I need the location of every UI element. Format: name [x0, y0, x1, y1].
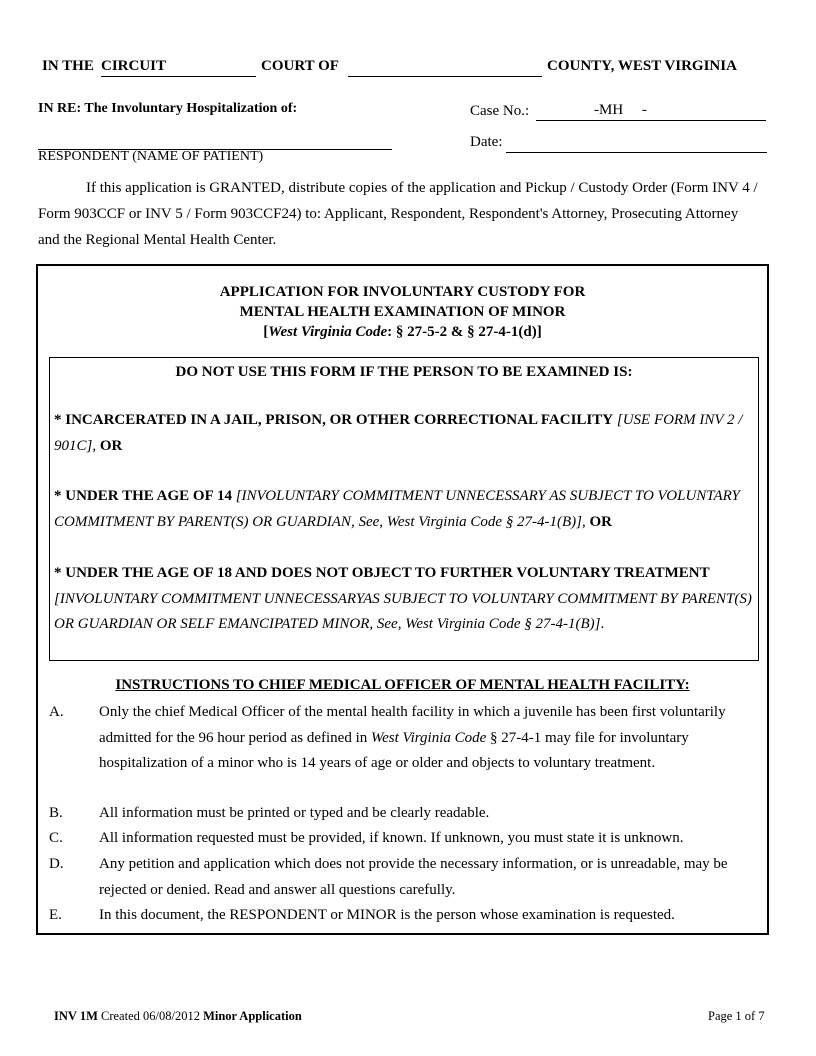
- instructions-title: INSTRUCTIONS TO CHIEF MEDICAL OFFICER OF MENTAL HEALTH FACILITY:: [115, 677, 690, 693]
- page-number: Page 1 of 7: [708, 1009, 765, 1023]
- warning-item-under-18: * UNDER THE AGE OF 18 AND DOES NOT OBJECT TO FURTHER VOLUNTARY TREATMENT [INVOLUNTARY COMMITMENT UNNECESSARYAS SUBJECT TO VOLUNTARY COMMITMENT BY PARENT(S) OR GUARDIAN OR SELF EMANCIPATED MINOR, See, West Virginia Code § 27-4-1(B)].: [54, 565, 752, 632]
- form-title-line-3: [West Virginia Code: § 27-5-2 & § 27-4-1(d)]: [263, 324, 542, 340]
- warning-item-under-14: * UNDER THE AGE OF 14 [INVOLUNTARY COMMITMENT UNNECESSARY AS SUBJECT TO VOLUNTARY COMMITMENT BY PARENT(S) OR GUARDIAN, See, West Virginia Code § 27-4-1(B)], OR: [54, 488, 740, 530]
- court-of-label: COURT OF: [261, 58, 339, 74]
- code-reference: West Virginia Code: [268, 324, 388, 340]
- court-type-field[interactable]: CIRCUIT: [101, 58, 256, 77]
- application-box: APPLICATION FOR INVOLUNTARY CUSTODY FOR MENTAL HEALTH EXAMINATION OF MINOR [West Virginia Code: § 27-5-2 & § 27-4-1(d)] DO NOT USE THIS FORM IF THE PERSON TO BE EXAMINED IS: * INCARCERATED IN A JAIL, PRISON, OR OTHER CORRECTIONAL FACILITY [USE FORM INV 2 / 901C], OR * UNDER THE AGE OF 14 [INVOLUNTARY COMMITMENT UNNECESSARY AS SUBJECT TO VOLUNTARY COMMITMENT BY PARENT(S) OR GUARDIAN, See, West Virginia Code § 27-4-1(B)], OR * UNDER THE AGE OF 18 AND DOES NOT OBJECT TO FURTHER VOLUNTARY TREATMENT [INVOLUNTARY COMMITMENT UNNECESSARYAS SUBJECT TO VOLUNTARY COMMITMENT BY PARENT(S) OR GUARDIAN OR SELF EMANCIPATED MINOR, See, West Virginia Code § 27-4-1(B)]. INSTRUCTIONS TO CHIEF MEDICAL OFFICER OF MENTAL HEALTH FACILITY: A. Only the chief Medical Officer of the mental health facility in which a juvenile has been first voluntarily admitted for the 96 hour period as defined in West Virginia Code § 27-4-1 may file for involuntary hospitalization of a minor who is 14 years of age or older and objects to voluntary treatment. B. All information must be printed or typed and be clearly readable. C. All information requested must be provided, if known. If unknown, you must state it is unknown. D. Any petition and application which does not provide the necessary information, or is unreadable, may be rejected or denied. Read and answer all questions carefully. E. In this document, the RESPONDENT or MINOR is the person whose examination is requested.: [36, 264, 769, 935]
- form-title-line-2: MENTAL HEALTH EXAMINATION OF MINOR: [239, 304, 566, 320]
- respondent-caption: RESPONDENT (NAME OF PATIENT): [38, 149, 264, 164]
- county-state-label: COUNTY, WEST VIRGINIA: [547, 58, 737, 74]
- case-number-label: Case No.:: [470, 103, 530, 119]
- date-label: Date:: [470, 134, 503, 150]
- case-number-value: -MH -: [594, 102, 647, 118]
- court-prefix-label: IN THE: [42, 58, 94, 74]
- warning-title: DO NOT USE THIS FORM IF THE PERSON TO BE EXAMINED IS:: [175, 364, 633, 380]
- form-title: [38, 282, 767, 342]
- distribution-instructions: If this application is GRANTED, distribute copies of the application and Pickup / Custody Order (Form INV 4 / Form 903CCF or INV 5 / Form 903CCF24) to: Applicant, Respondent, Respondent's Attorney, Prosecuting Attorney and the Regional Mental Health Center.: [38, 180, 758, 248]
- county-field[interactable]: [348, 58, 542, 77]
- footer-form-info: INV 1M Created 06/08/2012 Minor Application: [54, 1009, 302, 1023]
- case-number-field[interactable]: [536, 102, 766, 121]
- date-field[interactable]: [506, 135, 767, 153]
- respondent-name-field[interactable]: [38, 133, 392, 150]
- warning-item-incarcerated: * INCARCERATED IN A JAIL, PRISON, OR OTHER CORRECTIONAL FACILITY [USE FORM INV 2 / 901C], OR: [54, 412, 743, 454]
- form-title-line-1: APPLICATION FOR INVOLUNTARY CUSTODY FOR: [219, 284, 586, 300]
- exclusion-warning-box: [49, 357, 759, 661]
- in-re-label: IN RE: The Involuntary Hospitalization of:: [38, 101, 298, 116]
